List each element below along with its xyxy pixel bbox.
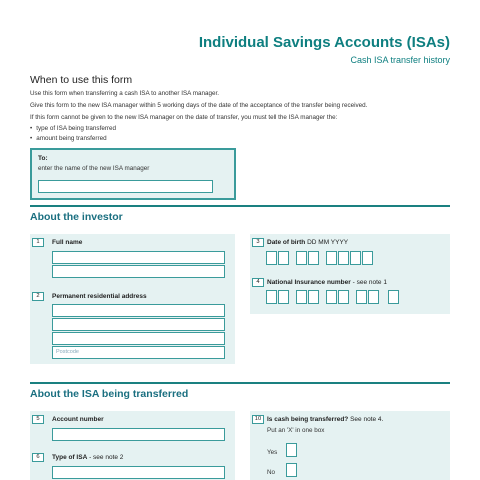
dob-label-text: Date of birth [267,239,306,246]
q10-number: 10 [252,415,264,424]
page-subtitle: Cash ISA transfer history [350,55,450,65]
q10-label [267,416,383,423]
dob-year-digit-4[interactable] [362,251,373,265]
dob-year-digit-1[interactable] [326,251,337,265]
q4-number: 4 [252,278,264,287]
ni-char-9[interactable] [388,290,399,304]
account-number-field[interactable] [52,428,225,441]
cash-transfer-label-text: Is cash being transferred? [267,416,349,423]
isa-type-note-text: - see note 2 [87,454,124,461]
q6-number: 6 [32,453,44,462]
q2-label: Permanent residential address [52,293,147,300]
intro-paragraph-1: Use this form when transferring a cash ISA to another ISA manager. [30,90,220,97]
address-field-line-2[interactable] [52,318,225,331]
investor-right-panel [250,234,450,314]
ni-char-6[interactable] [338,290,349,304]
q6-label [52,454,123,461]
ni-char-1[interactable] [266,290,277,304]
address-field-line-3[interactable] [52,332,225,345]
dob-month-digit-2[interactable] [308,251,319,265]
cash-transfer-note-text: See note 4. [348,416,384,423]
q4-label [267,279,387,286]
bullet-amount: • amount being transferred [30,134,116,144]
ni-char-7[interactable] [356,290,367,304]
postcode-placeholder: Postcode [56,349,79,355]
isa-right-panel [250,411,450,480]
q3-number: 3 [252,238,264,247]
page-title: Individual Savings Accounts (ISAs) [198,34,450,51]
no-checkbox[interactable] [286,463,297,477]
q5-number: 5 [32,415,44,424]
yes-checkbox[interactable] [286,443,297,457]
intro-bullet-list [30,124,116,144]
isa-left-panel [30,411,235,480]
address-field-line-1[interactable] [52,304,225,317]
dob-day-digit-2[interactable] [278,251,289,265]
postcode-field[interactable] [52,346,225,359]
dob-format-text: DD MM YYYY [307,239,349,246]
ni-char-4[interactable] [308,290,319,304]
to-label: To: [38,155,48,162]
dob-month-digit-1[interactable] [296,251,307,265]
intro-paragraph-3: If this form cannot be given to the new ISA manager on the date of transfer, you must tell the ISA manager the: [30,114,338,121]
section-rule-isa [30,382,450,384]
isa-section-heading: About the ISA being transferred [30,388,189,400]
ni-char-2[interactable] [278,290,289,304]
dob-day-digit-1[interactable] [266,251,277,265]
to-hint: enter the name of the new ISA manager [38,165,150,172]
investor-section-heading: About the investor [30,211,123,223]
new-isa-manager-field[interactable] [38,180,213,193]
yes-label: Yes [267,449,278,456]
q5-label: Account number [52,416,104,423]
full-name-field-line-1[interactable] [52,251,225,264]
q1-number: 1 [32,238,44,247]
cash-transfer-hint: Put an 'X' in one box [267,427,325,434]
isa-type-field[interactable] [52,466,225,479]
dob-year-digit-3[interactable] [350,251,361,265]
q3-label [267,239,348,246]
ni-label-text: National Insurance number [267,279,351,286]
intro-heading: When to use this form [30,74,133,86]
ni-note-text: - see note 1 [350,279,387,286]
bullet-type-of-isa: • type of ISA being transferred [30,124,116,134]
dob-year-digit-2[interactable] [338,251,349,265]
investor-left-panel [30,234,235,364]
to-box [30,148,236,200]
isa-type-label-text: Type of ISA [52,454,88,461]
ni-char-8[interactable] [368,290,379,304]
ni-char-3[interactable] [296,290,307,304]
no-label: No [267,469,276,476]
q1-label: Full name [52,239,83,246]
ni-char-5[interactable] [326,290,337,304]
q2-number: 2 [32,292,44,301]
section-rule-investor [30,205,450,207]
intro-paragraph-2: Give this form to the new ISA manager within 5 working days of the date of the acceptance of the transfer being received. [30,102,368,109]
full-name-field-line-2[interactable] [52,265,225,278]
